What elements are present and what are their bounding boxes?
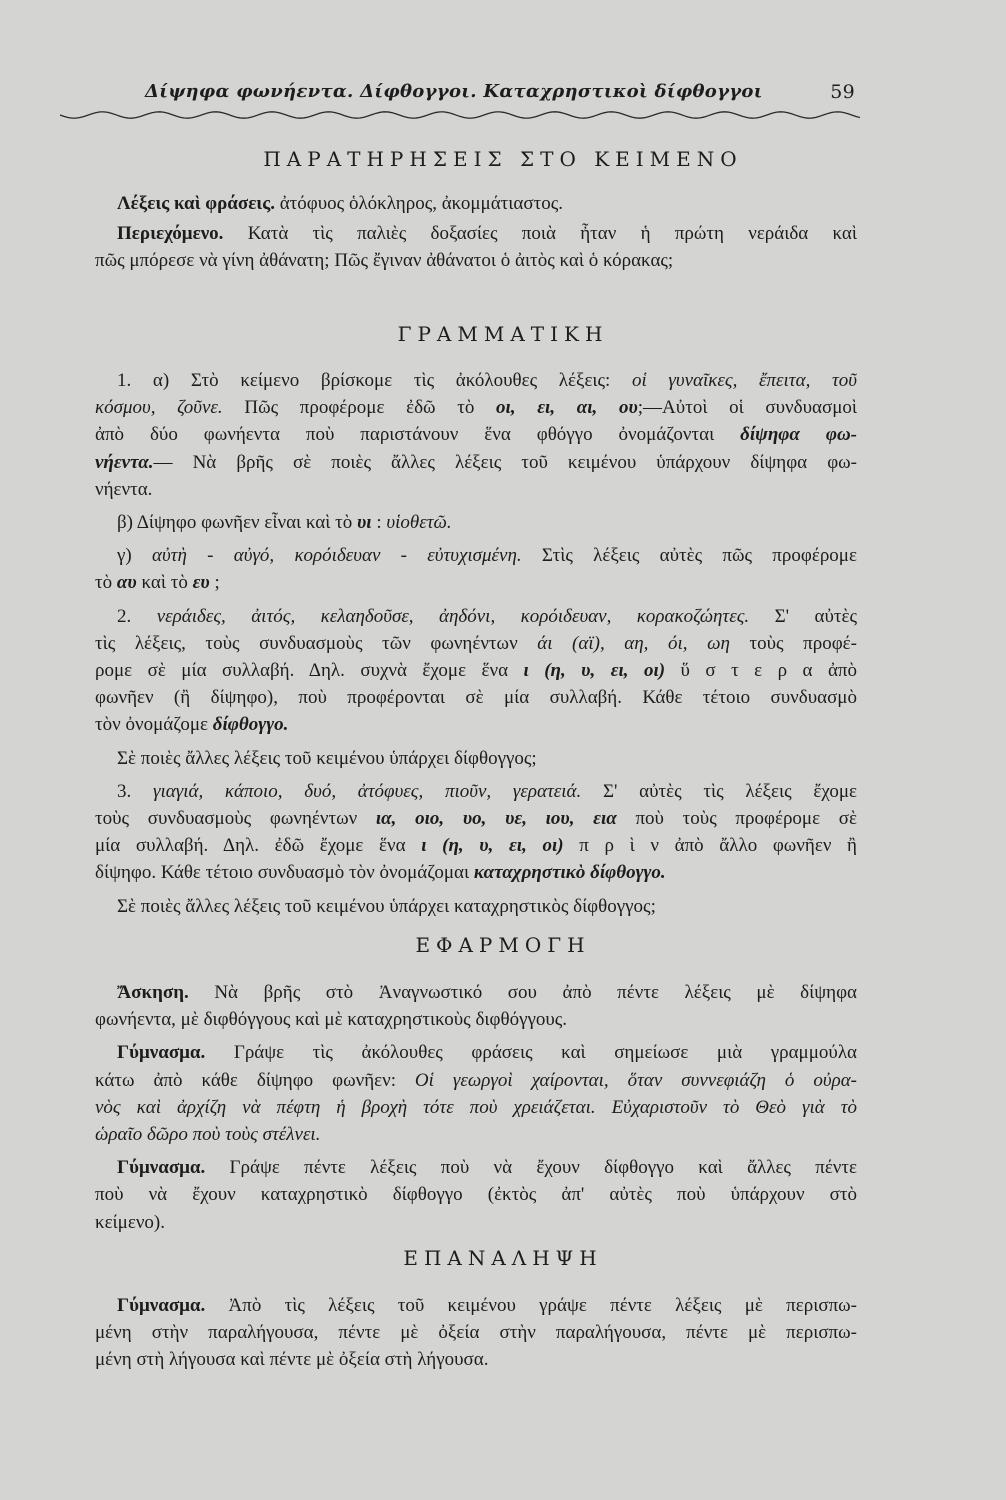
review-drill-label: Γύμνασμα. <box>117 1295 206 1316</box>
drill1-label: Γύμνασμα. <box>117 1042 206 1064</box>
grammar-text: ρομε σὲ μία συλλαβή. Δηλ. συχνὰ ἔχομε ἕνα <box>95 660 524 682</box>
grammar-text: Σ' αὐτὲς <box>749 605 858 627</box>
grammar-digraphs: ια, οιο, υο, υε, ιου, εια <box>375 808 617 830</box>
grammar-digraphs: ι (η, υ, ει, οι) <box>523 660 666 682</box>
drill1-line-3: νὸς καὶ ἀρχίζη νὰ πέφτη ἡ βροχὴ τότε ποὺ χρειάζεται. Εὐχαριστοῦν τὸ Θεὸ γιὰ τὸ <box>95 1096 857 1118</box>
grammar-text: — Νὰ βρῆς σὲ ποιὲς ἄλλες λέξεις τοῦ κειμένου ὑπάρχουν δίψηφα φω- <box>153 451 857 473</box>
drill2-line-3: κείμενο). <box>95 1211 165 1233</box>
grammar-p1-line-5: νήεντα. <box>95 478 153 500</box>
grammar-p1-line-2 <box>95 394 857 421</box>
grammar-text: ἀπὸ δύο φωνήεντα ποὺ παριστάνουν ἕνα φθόγγο ὀνομάζονται <box>95 424 741 446</box>
grammar-text: τὶς λέξεις, τοὺς συνδυασμοὺς τῶν φωνηέντων <box>95 632 538 654</box>
application-section <box>95 979 857 1236</box>
grammar-p4-line-2 <box>95 630 857 657</box>
grammar-p4-line-3 <box>95 657 857 684</box>
grammar-example-words: οἱ γυναῖκες, ἔπειτα, τοῦ <box>631 370 857 391</box>
heading-review: ΕΠΑΝΑΛΗΨΗ <box>403 1246 603 1270</box>
drill2-label: Γύμνασμα. <box>117 1157 206 1179</box>
grammar-digraphs: ι (η, υ, ει, οι) <box>421 835 564 857</box>
grammar-p6-line-2 <box>95 805 857 832</box>
grammar-text: ὕ σ τ ε ρ α ἀπὸ <box>665 660 857 682</box>
grammar-text: τοὺς προφέ- <box>729 632 857 654</box>
grammar-text: 3. <box>117 780 153 802</box>
grammar-p1-line-1 <box>95 367 857 394</box>
review-section <box>95 1292 857 1374</box>
grammar-example-words: αὐτὴ - αὐγό, κορόιδευαν - εὐτυχισμένη. <box>151 545 522 567</box>
grammar-p2 <box>95 509 857 536</box>
drill1-line-1 <box>95 1039 857 1066</box>
exercise-text: Νὰ βρῆς στὸ Ἀναγνωστικό σου ἀπὸ πέντε λέξεις μὲ δίψηφα <box>188 982 857 1003</box>
grammar-digraphs: ευ <box>192 572 210 594</box>
drill1-text: κάτω ἀπὸ κάθε δίψηφο φωνῆεν: <box>95 1069 415 1091</box>
grammar-term: δίψηφα φω- <box>740 424 858 446</box>
drill1-line-4: ὡραῖο δῶρο ποὺ τοὺς στέλνει. <box>95 1124 321 1146</box>
grammar-text: Σ' αὐτὲς τὶς λέξεις ἔχομε <box>581 780 858 802</box>
grammar-p5: Σὲ ποιὲς ἄλλες λέξεις τοῦ κειμένου ὑπάρχει δίφθογγος; <box>117 747 537 769</box>
observations-section <box>95 190 857 275</box>
exercise-label: Ἄσκηση. <box>117 982 189 1003</box>
grammar-text: Πῶς προφέρομε ἐδῶ τὸ <box>222 397 497 419</box>
grammar-p6-line-1 <box>95 778 857 805</box>
grammar-text: τὸ <box>95 572 117 594</box>
grammar-digraphs: υι <box>357 512 372 534</box>
grammar-text: τοὺς συνδυασμοὺς φωνηέντων <box>95 808 376 830</box>
grammar-example-words: υἱοθετῶ. <box>386 512 452 534</box>
grammar-example-words: γιαγιά, κάποιο, δυό, ἀτόφυες, πιοῦν, γερατειά. <box>152 780 582 802</box>
grammar-term: δίφθογγο. <box>212 714 289 736</box>
review-drill-line-1 <box>95 1292 857 1319</box>
grammar-digraphs: αυ <box>116 572 137 594</box>
grammar-text: καὶ τὸ <box>136 572 193 594</box>
grammar-text: μία συλλαβή. Δηλ. ἐδῶ ἔχομε ἕνα <box>95 835 422 857</box>
drill2-line-1 <box>95 1154 857 1181</box>
grammar-text: 2. <box>117 605 157 627</box>
grammar-text: Στὶς λέξεις αὐτὲς πῶς προφέρομε <box>521 545 857 567</box>
drill2-text: Γράψε πέντε λέξεις ποὺ νὰ ἔχουν δίφθογγο καὶ ἄλλες πέντε <box>205 1157 857 1179</box>
grammar-example-words: νεράιδες, ἀιτός, κελαηδοῦσε, ἀηδόνι, κορόιδευαν, κορακοζώητες. <box>156 605 750 627</box>
grammar-text: π ρ ὶ ν ἀπὸ ἄλλο φωνῆεν ἢ <box>563 835 857 857</box>
grammar-p6-line-4 <box>95 859 857 886</box>
words-phrases-text: ἀτόφυος ὁλόκληρος, ἀκομμάτιαστος. <box>279 193 564 214</box>
content-line-1 <box>95 220 857 247</box>
grammar-p7: Σὲ ποιὲς ἄλλες λέξεις τοῦ κειμένου ὑπάρχει καταχρηστικὸς δίφθογγος; <box>117 895 656 917</box>
heading-observations: ΠΑΡΑΤΗΡΗΣΕΙΣ ΣΤΟ ΚΕΙΜΕΝΟ <box>263 147 743 171</box>
grammar-term: νήεντα. <box>95 451 154 473</box>
review-drill-line-3: μένη στὴ λήγουσα καὶ πέντε μὲ ὀξεία στὴ λήγουσα. <box>95 1349 489 1371</box>
grammar-p1-line-3 <box>95 421 857 448</box>
grammar-text: ; <box>209 572 220 594</box>
grammar-text: ποὺ τοὺς προφέρομε σὲ <box>616 808 858 830</box>
content-text-1: Κατὰ τὶς παλιὲς δοξασίες ποιὰ ἦταν ἡ πρώτη νεράιδα καὶ <box>247 223 858 245</box>
grammar-text: δίψηφο. Κάθε τέτοιο συνδυασμὸ τὸν ὀνομάζομαι <box>95 862 474 884</box>
review-drill-line-2: μένη στὴν παραλήγουσα, πέντε μὲ ὀξεία στὴν παραλήγουσα, πέντε μὲ περισπω- <box>95 1322 857 1344</box>
heading-application: ΕΦΑΡΜΟΓΗ <box>415 933 591 957</box>
running-title: Δίψηφα φωνήεντα. Δίφθογγοι. Καταχρηστικοὶ δίφθογγοι <box>145 81 763 102</box>
grammar-example-words: άι (αϊ), αη, όι, ωη <box>537 632 730 654</box>
review-drill-text: Ἀπὸ τὶς λέξεις τοῦ κειμένου γράψε πέντε λέξεις μὲ περισπω- <box>205 1295 857 1316</box>
grammar-term: καταχρηστικὸ δίφθογγο. <box>473 862 666 884</box>
grammar-section <box>95 367 857 920</box>
words-phrases-label: Λέξεις καὶ φράσεις. <box>117 193 275 214</box>
words-phrases-line <box>95 190 857 217</box>
grammar-p3-line-1 <box>95 542 857 569</box>
drill2-line-2: ποὺ νὰ ἔχουν καταχρηστικὸ δίφθογγο (ἐκτὸς ἀπ' αὐτὲς ποὺ ὑπάρχουν στὸ <box>95 1184 857 1206</box>
content-line-2: πῶς μπόρεσε νὰ γίνη ἀθάνατη; Πῶς ἔγιναν ἀθάνατοι ὁ ἀιτὸς καὶ ὁ κόρακας; <box>95 250 674 272</box>
grammar-p1-line-4 <box>95 449 857 476</box>
grammar-text: : <box>371 512 387 534</box>
grammar-p3-line-2 <box>95 569 857 596</box>
grammar-text: ;—Αὐτοὶ οἱ συνδυασμοὶ <box>637 397 857 419</box>
drill1-italic-text: Οἱ γεωργοὶ χαίρονται, ὅταν συννεφιάζη ὁ οὐρα- <box>414 1069 857 1091</box>
drill1-line-2 <box>95 1067 857 1094</box>
grammar-p4-line-5 <box>95 711 857 738</box>
grammar-example-words: κόσμου, ζοῦνε. <box>95 397 223 419</box>
wavy-rule-divider <box>60 108 860 122</box>
grammar-text: β) Δίψηφο φωνῆεν εἶναι καὶ τὸ <box>117 512 357 534</box>
drill1-text: Γράψε τὶς ἀκόλουθες φράσεις καὶ σημείωσε μιὰ γραμμούλα <box>205 1042 857 1064</box>
exercise-line-2: φωνήεντα, μὲ διφθόγγους καὶ μὲ καταχρηστικοὺς διφθόγγους. <box>95 1009 568 1031</box>
grammar-text: τὸν ὀνομάζομε <box>95 714 213 736</box>
content-label: Περιεχόμενο. <box>117 223 224 245</box>
grammar-p4-line-1 <box>95 603 857 630</box>
page-number: 59 <box>830 81 855 103</box>
exercise-line-1 <box>95 979 857 1006</box>
grammar-digraphs: οι, ει, αι, ου <box>496 397 638 419</box>
grammar-p4-line-4: φωνῆεν (ἢ δίψηφο), ποὺ προφέρονται σὲ μία συλλαβή. Κάθε τέτοιο συνδυασμὸ <box>95 687 857 709</box>
grammar-p6-line-3 <box>95 832 857 859</box>
heading-grammar: ΓΡΑΜΜΑΤΙΚΗ <box>397 322 609 346</box>
running-head <box>145 81 855 102</box>
grammar-text: 1. α) Στὸ κείμενο βρίσκομε τὶς ἀκόλουθες λέξεις: <box>117 370 632 391</box>
grammar-text: γ) <box>117 545 152 567</box>
